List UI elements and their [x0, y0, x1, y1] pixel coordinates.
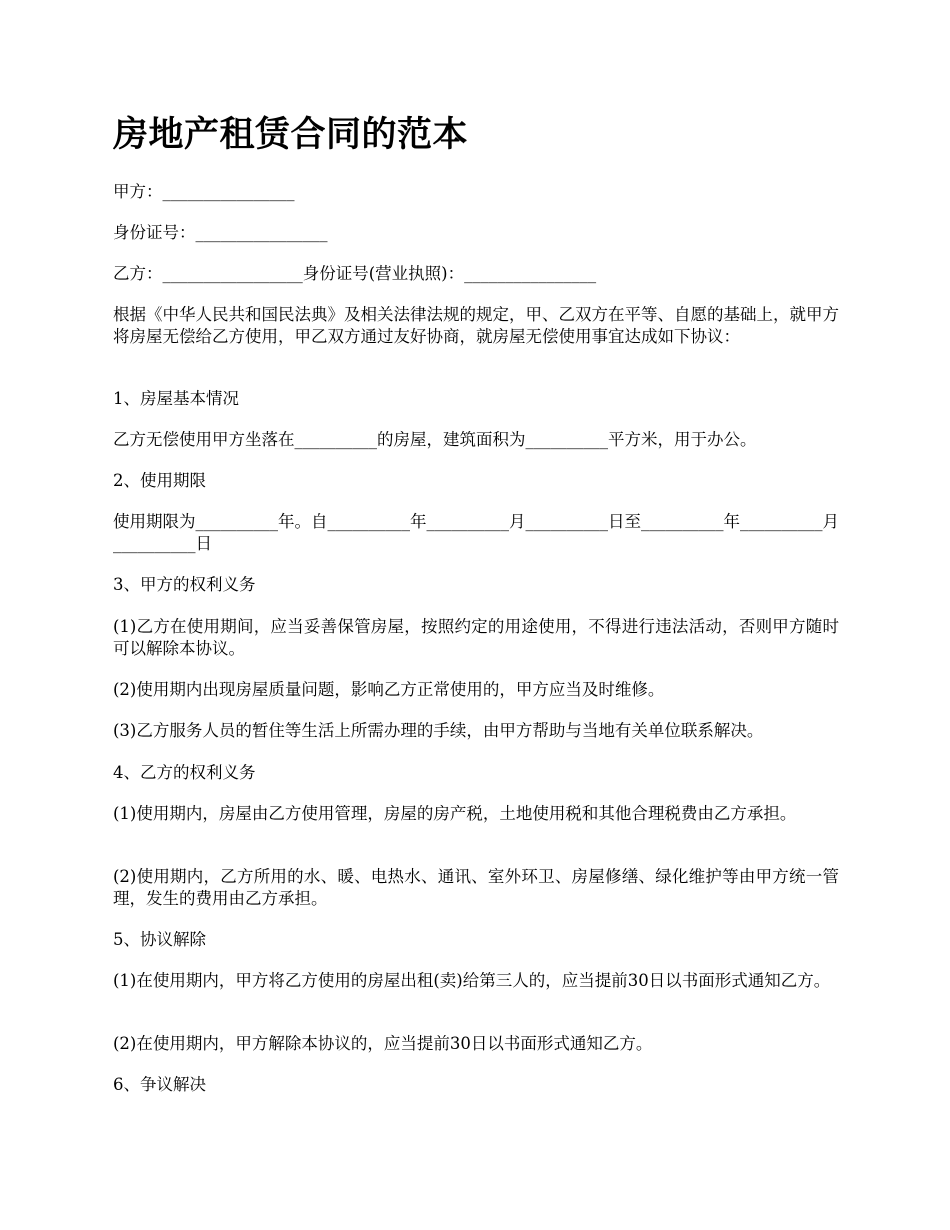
section-5-clause-1: (1)在使用期内，甲方将乙方使用的房屋出租(卖)给第三人的，应当提前30日以书面形式通知乙方。 — [113, 971, 831, 990]
section-2-body: 使用期限为__________年。自__________年__________月__________日至__________年__________月__________日 — [113, 512, 839, 553]
section-3-clause-3: (3)乙方服务人员的暂住等生活上所需办理的手续，由甲方帮助与当地有关单位联系解决。 — [113, 721, 764, 740]
section-heading-2: 2、使用期限 — [113, 471, 206, 490]
preamble-paragraph: 根据《中华人民共和国民法典》及相关法律法规的规定，甲、乙双方在平等、自愿的基础上，就甲方将房屋无偿给乙方使用，甲乙双方通过友好协商，就房屋无偿使用事宜达成如下协议： — [113, 305, 839, 346]
section-1-body: 乙方无偿使用甲方坐落在__________的房屋，建筑面积为__________平方米，用于办公。 — [113, 430, 757, 449]
section-3-clause-1: (1)乙方在使用期间，应当妥善保管房屋，按照约定的用途使用，不得进行违法活动，否则甲方随时可以解除本协议。 — [113, 617, 839, 658]
party-a-line: 甲方：________________ — [113, 182, 295, 201]
section-4-clause-2: (2)使用期内，乙方所用的水、暖、电热水、通讯、室外环卫、房屋修缮、绿化维护等由甲方统一管理，发生的费用由乙方承担。 — [113, 867, 839, 908]
party-b-line: 乙方：_________________身份证号(营业执照)：________________ — [113, 264, 597, 283]
section-heading-5: 5、协议解除 — [113, 930, 206, 949]
section-heading-6: 6、争议解决 — [113, 1075, 206, 1094]
section-heading-3: 3、甲方的权利义务 — [113, 575, 256, 594]
section-3-clause-2: (2)使用期内出现房屋质量问题，影响乙方正常使用的，甲方应当及时维修。 — [113, 680, 665, 699]
section-heading-1: 1、房屋基本情况 — [113, 389, 239, 408]
section-4-clause-1: (1)使用期内，房屋由乙方使用管理，房屋的房产税，土地使用税和其他合理税费由乙方承担。 — [113, 804, 797, 823]
page-title: 房地产租赁合同的范本 — [113, 114, 469, 155]
id-number-line: 身份证号：________________ — [113, 223, 328, 242]
section-5-clause-2: (2)在使用期内，甲方解除本协议的，应当提前30日以书面形式通知乙方。 — [113, 1034, 653, 1053]
section-heading-4: 4、乙方的权利义务 — [113, 763, 256, 782]
